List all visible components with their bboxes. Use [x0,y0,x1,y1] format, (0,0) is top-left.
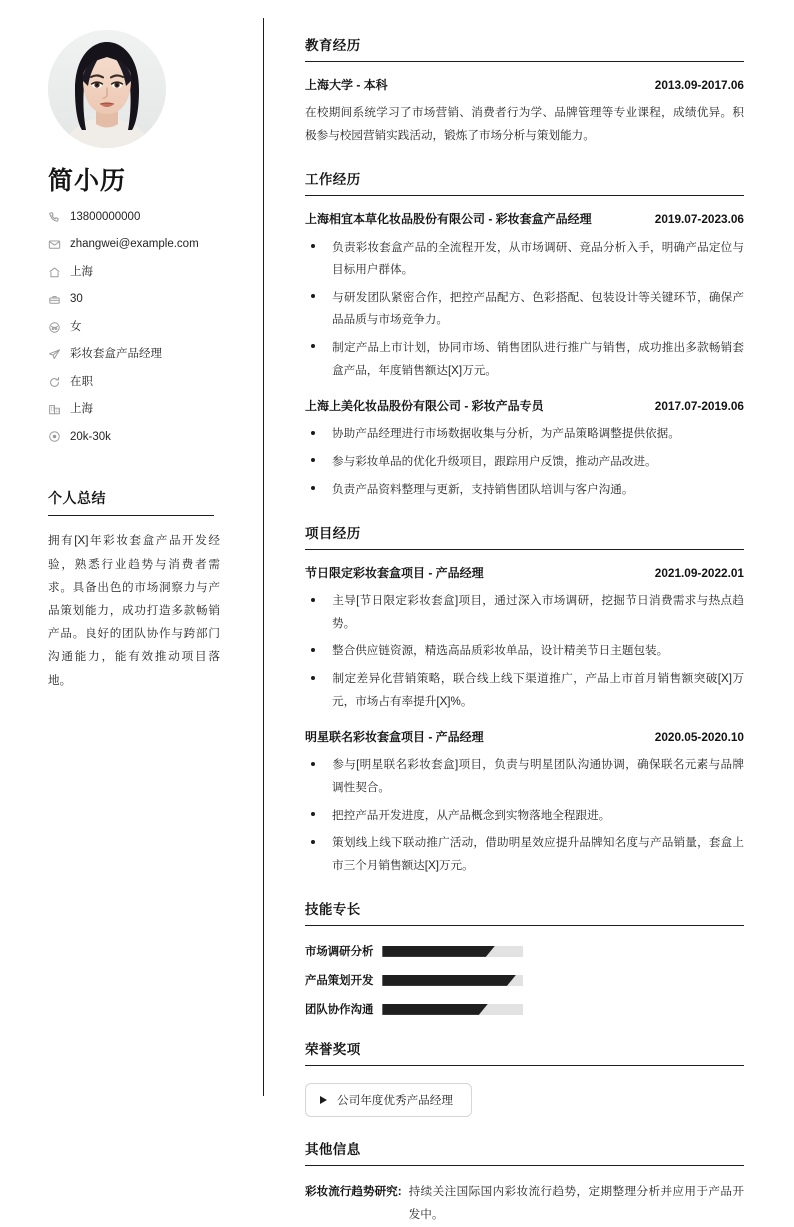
skill-progress-fill [382,975,516,986]
work-entry [305,398,744,501]
list-item [305,287,744,332]
entry-title: 上海相宜本草化妆品股份有限公司 - 彩妆套盒产品经理 [305,212,592,227]
entry-header [305,77,744,93]
contact-value: zhangwei@example.com [70,238,199,251]
bullet-dot [305,590,332,613]
entry-header [305,565,744,581]
bullet-text: 协助产品经理进行市场数据收集与分析，为产品策略调整提供依据。 [332,427,680,441]
list-item [305,668,744,713]
contact-gender [48,320,236,335]
summary-text: 拥有[X]年彩妆套盒产品开发经验，熟悉行业趋势与消费者需求。具备出色的市场洞察力与产品策划能力，成功打造多款畅销产品。良好的团队协作与跨部门沟通能力，能有效推动项目落地。 [48,534,220,687]
summary-section [48,488,236,691]
bullet-text: 制定产品上市计划，协同市场、销售团队进行推广与销售，成功推出多款畅销套盒产品，年度销售额达[X]万元。 [332,340,744,377]
bullet-text: 参与彩妆单品的优化升级项目，跟踪用户反馈，推动产品改进。 [332,454,657,468]
list-item [305,337,744,382]
contact-value: 女 [70,320,82,333]
bullet-dot [305,640,332,663]
education-heading: 教育经历 [305,34,744,62]
entry-date: 2019.07-2023.06 [654,212,744,227]
gender-icon [48,321,61,334]
bullet-list [305,754,744,877]
contact-phone [48,210,236,225]
bullet-dot [305,287,332,310]
honor-badge[interactable] [305,1083,472,1117]
contact-value: 彩妆套盒产品经理 [70,348,162,361]
skill-label: 团队协作沟通 [305,1004,374,1017]
skill-progress-track [382,946,523,957]
contact-value: 上海 [70,403,93,416]
entry-date: 2020.05-2020.10 [654,730,744,745]
contact-city [48,402,236,417]
work-heading: 工作经历 [305,168,744,196]
skills-heading: 技能专长 [305,898,744,926]
entry-date: 2021.09-2022.01 [654,566,744,581]
bullet-text: 策划线上线下联动推广活动，借助明星效应提升品牌知名度与产品销量，套盒上市三个月销售额达[X]万元。 [332,836,744,872]
skill-item [305,943,523,959]
bullet-text: 与研发团队紧密合作，把控产品配方、色彩搭配、包装设计等关键环节，确保产品品质与市场竞争力。 [332,290,744,327]
bullet-dot [305,423,332,446]
bullet-list [305,423,744,501]
work-section [305,168,744,501]
skill-progress-track [382,1004,523,1015]
education-section [305,34,744,147]
skill-progress-fill [382,1004,487,1015]
honors-section [305,1038,744,1117]
bullet-list [305,237,744,383]
skill-item [305,972,523,988]
entry-date: 2013.09-2017.06 [654,78,744,92]
entry-header [305,729,744,745]
summary-heading: 个人总结 [48,488,214,516]
bullet-list [305,590,744,713]
contact-value: 上海 [70,265,93,278]
list-item [305,479,744,502]
entry-title: 明星联名彩妆套盒项目 - 产品经理 [305,730,484,745]
honor-label: 公司年度优秀产品经理 [337,1094,453,1108]
education-entry [305,77,744,147]
bullet-text: 制定差异化营销策略，联合线上线下渠道推广，产品上市首月销售额突破[X]万元，市场占有率提升[X]%。 [332,672,744,708]
project-entry [305,565,744,713]
bullet-text: 把控产品开发进度，从产品概念到实物落地全程跟进。 [332,808,611,822]
list-item [305,805,744,828]
bullet-dot [305,451,332,474]
list-item [305,754,744,799]
list-item [305,640,744,663]
briefcase-icon [48,293,61,306]
list-item [305,237,744,282]
contact-list [48,210,236,444]
bullet-text: 整合供应链资源，精选高品质彩妆单品，设计精美节日主题包装。 [332,644,669,658]
bullet-dot [305,668,332,691]
list-item [305,590,744,635]
contact-email [48,237,236,252]
skill-progress-fill [382,946,495,957]
skill-label: 产品策划开发 [305,975,374,988]
honor-list [305,1081,744,1117]
bullet-dot [305,479,332,502]
target-icon [48,430,61,443]
projects-heading: 项目经历 [305,522,744,550]
paper-plane-icon [48,348,61,361]
other-value: 持续关注国际国内彩妆流行趋势，定期整理分析并应用于产品开发中。 [408,1185,744,1221]
entry-description: 在校期间系统学习了市场营销、消费者行为学、品牌管理等专业课程，成绩优异。积极参与校园营销实践活动，锻炼了市场分析与策划能力。 [305,106,744,142]
bullet-dot [305,754,332,777]
other-label: 彩妆流行趋势研究: [305,1185,402,1199]
envelope-icon [48,238,61,251]
entry-title: 上海上美化妆品股份有限公司 - 彩妆产品专员 [305,399,544,414]
skill-label: 市场调研分析 [305,946,374,959]
other-heading: 其他信息 [305,1138,744,1166]
entry-title: 节日限定彩妆套盒项目 - 产品经理 [305,566,484,581]
bullet-dot [305,832,332,855]
home-icon [48,266,61,279]
project-entry [305,729,744,877]
contact-value: 30 [70,293,83,306]
contact-location [48,265,236,280]
bullet-text: 负责彩妆套盒产品的全流程开发，从市场调研、竞品分析入手，明确产品定位与目标用户群体。 [332,240,744,277]
contact-age [48,292,236,307]
list-item [305,423,744,446]
bullet-dot [305,805,332,828]
list-item [305,451,744,474]
contact-value: 在职 [70,375,93,388]
honors-heading: 荣誉奖项 [305,1038,744,1066]
triangle-right-icon [320,1096,327,1104]
skills-section [305,898,744,1017]
projects-section [305,522,744,877]
building-icon [48,403,61,416]
page-title: 简小历 [48,167,127,195]
list-item [305,832,744,877]
contact-status [48,375,236,390]
avatar [48,30,166,148]
bullet-dot [305,237,332,260]
entry-header [305,211,744,227]
contact-value: 20k-30k [70,430,111,443]
entry-date: 2017.07-2019.06 [654,399,744,414]
contact-position [48,347,236,362]
bullet-text: 主导[节日限定彩妆套盒]项目，通过深入市场调研，挖掘节日消费需求与热点趋势。 [332,594,744,630]
contact-value: 13800000000 [70,211,141,223]
main-content [264,0,794,1221]
entry-title: 上海大学 - 本科 [305,78,388,92]
skill-item [305,1001,523,1017]
skills-grid [305,941,744,1017]
bullet-dot [305,337,332,360]
skill-progress-track [382,975,523,986]
other-section [305,1138,744,1226]
entry-header [305,398,744,414]
sidebar [0,0,264,1114]
bullet-text: 参与[明星联名彩妆套盒]项目，负责与明星团队沟通协调，确保联名元素与品牌调性契合。 [332,758,744,795]
contact-salary [48,430,236,445]
work-entry [305,211,744,382]
other-row [305,1181,744,1226]
refresh-icon [48,376,61,389]
phone-icon [48,211,61,224]
bullet-text: 负责产品资料整理与更新，支持销售团队培训与客户沟通。 [332,482,634,496]
